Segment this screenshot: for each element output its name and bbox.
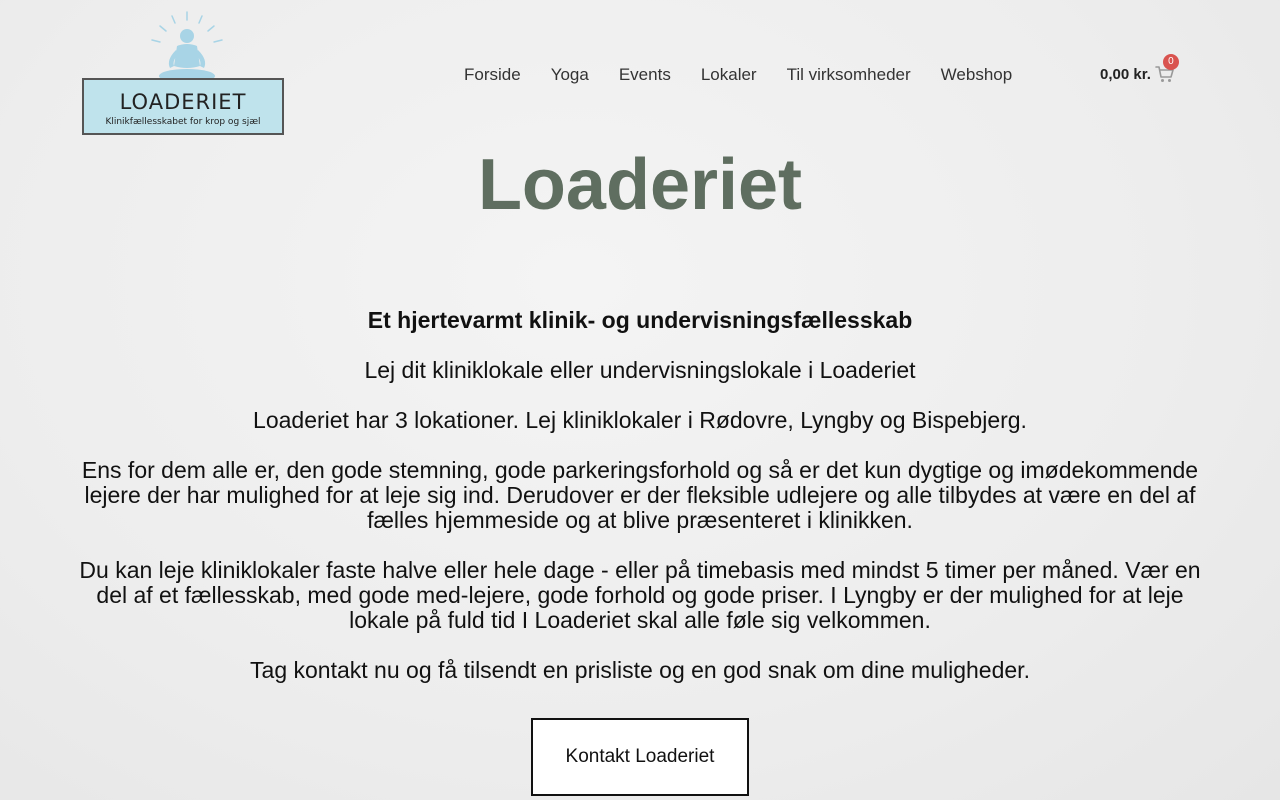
- nav-item-lokaler[interactable]: Lokaler: [700, 65, 757, 84]
- meditation-figure-icon: [142, 10, 232, 88]
- intro-paragraph: Du kan leje kliniklokaler faste halve eller hele dage - eller på timebasis med mindst 5 timer per måned. Vær en del af et fællesskab, med gode med-lejere, gode forhold og gode priser. I Lyngby er der mulighed for at leje lokale på fuld tid I Loaderiet skal alle føle sig velkommen.: [79, 557, 1201, 633]
- contact-button[interactable]: Kontakt Loaderiet: [531, 718, 749, 796]
- intro-paragraph: Ens for dem alle er, den gode stemning, gode parkeringsforhold og så er det kun dygtige og imødekommende lejere der har mulighed for at leje sig ind. Derudover er der fleksible udlejere og alle tilbydes at være en del af fælles hjemmeside og at blive præsenteret i klinikken.: [81, 457, 1199, 533]
- nav-item-webshop[interactable]: Webshop: [940, 65, 1013, 84]
- nav-item-forside[interactable]: Forside: [464, 65, 521, 84]
- intro-paragraph: Tag kontakt nu og få tilsendt en prisliste og en god snak om dine muligheder.: [250, 657, 1030, 683]
- intro-paragraph: Loaderiet har 3 lokationer. Lej kliniklokaler i Rødovre, Lyngby og Bispebjerg.: [253, 407, 1027, 433]
- main-nav: [449, 62, 1027, 88]
- logo-name: LOADERIET: [119, 90, 247, 114]
- nav-item-events[interactable]: Events: [618, 65, 671, 84]
- nav-item-til-virksomheder[interactable]: Til virksomheder: [786, 65, 911, 84]
- intro-text: [70, 308, 1210, 708]
- cart-amount: 0,00 kr.: [1100, 65, 1151, 83]
- logo-box: [82, 78, 284, 135]
- cart-button[interactable]: [1100, 56, 1175, 86]
- cart-count-badge: 0: [1163, 54, 1179, 70]
- site-logo[interactable]: [82, 10, 288, 140]
- cart-icon-wrap: [1155, 56, 1175, 84]
- page-title: Loaderiet: [477, 145, 803, 225]
- intro-paragraph: Lej dit kliniklokale eller undervisningslokale i Loaderiet: [364, 357, 916, 383]
- nav-item-yoga[interactable]: Yoga: [550, 65, 589, 84]
- logo-tagline: Klinikfællesskabet for krop og sjæl: [105, 117, 261, 127]
- intro-lead: Et hjertevarmt klinik- og undervisningsfællesskab: [367, 307, 913, 333]
